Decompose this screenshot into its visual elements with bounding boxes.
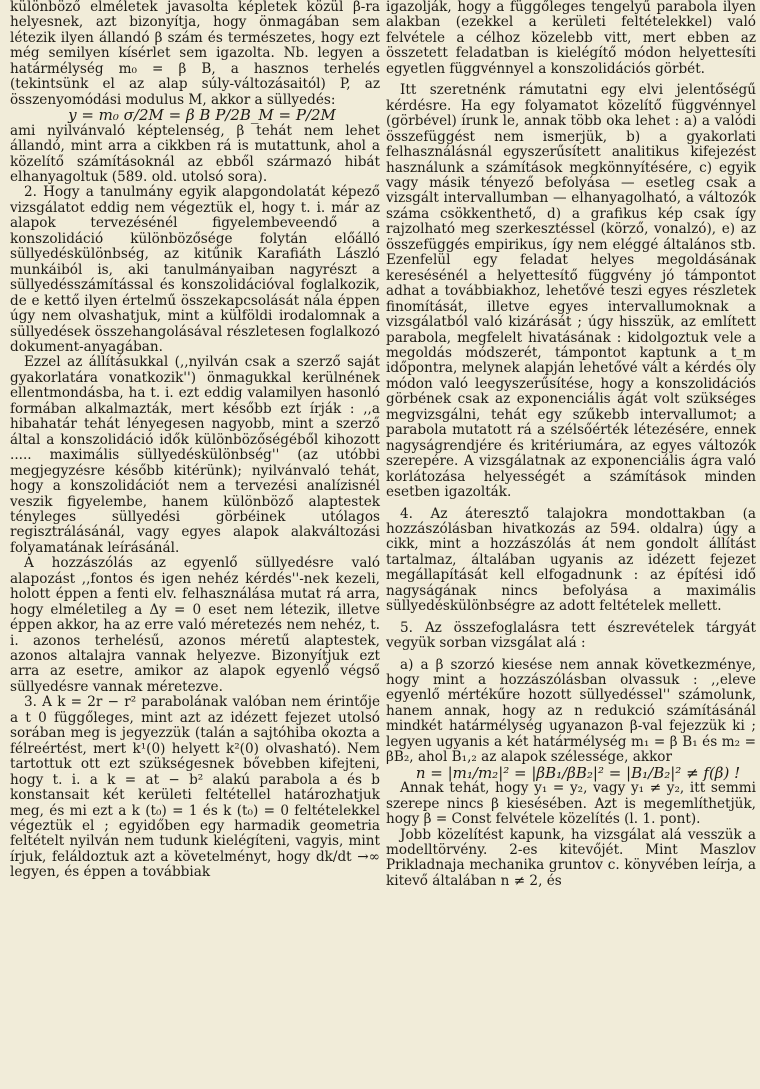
equation: n = |m₁/m₂|² = |βB₁/βB₂|² = |B₁/B₂|² ≠ f(β) ! bbox=[415, 763, 741, 782]
paragraph: ami nyilvánvaló képtelenség, β tehát nem lehet állandó, mint arra a cikkben rá is mutattunk, ahol a közelítő számításoknál az ebből származó hibát elhanyagoltuk (589. old. utolsó sora). bbox=[10, 122, 380, 185]
paragraph: 5. Az összefoglalásra tett észrevételek tárgyát vegyük sorban vizsgálat alá : bbox=[386, 619, 756, 652]
paragraph: A hozzászólás az egyenlő süllyedésre való alapozást ,,fontos és igen nehéz kérdés''-nek kezeli, holott éppen a fenti elv. felhasználása mutat rá arra, hogy elméletileg a Δy = 0 eset nem létezik, illetve éppen akkor, ha az erre való méretezés nem nehéz, t. i. azonos terhelésű, azonos méretű alaptestek, azonos altalajra vannak helyezve. Bizonyítjuk ezt arra az esetre, amikor az alapok egyenlő végső süllyedésre vannak méretezve. bbox=[10, 555, 380, 695]
paragraph: a) a β szorzó kiesése nem annak következménye, hogy mint a hozzászólásban olvassuk : ,,eleve egyenlő mértékűre hozott süllyedéssel'' számolunk, hanem annak, hogy az n redukció számításánál mindkét határmélység ugyanazon β-val fejezzük ki ; legyen ugyanis a két határmélység m₁ = β B₁ és m₂ = βB₂, ahol B₁,₂ az alapok szélessége, akkor bbox=[386, 656, 756, 766]
left-column bbox=[10, 0, 380, 881]
paragraph: Annak tehát, hogy y₁ = y₂, vagy y₁ ≠ y₂, itt semmi szerepe nincs β kiesésében. Azt is megemlíthetjük, hogy β = Const felvétele közelítés (l. 1. pont). bbox=[386, 780, 756, 828]
paragraph: igazolják, hogy a függőleges tengelyű parabola ilyen alakban (ezekkel a kerületi feltételekkel) való felvétele a célhoz közelebb vitt, mert ebben az összetett feladatban is kielégítő módon helyettesíti egyetlen függvénnyel a konszolidációs görbét. bbox=[386, 0, 756, 77]
equation: y = m₀ σ/2M = β B P/2B_M = P/2M bbox=[68, 106, 336, 125]
paragraph: 2. Hogy a tanulmány egyik alapgondolatát képező vizsgálatot eddig nem végeztük el, hogy t. i. már az alapok tervezésénél figyelembeveendő a konszolidáció különbözősége folytán előálló süllyedéskülönbség, az kitűnik Karafiáth László munkáiból is, aki tanulmányaiban nagyrészt a süllyedésszámítással és konszolidációval foglalkozik, de e kettő ilyen értelmű összekapcsolását nála éppen úgy nem olvashatjuk, mint a külföldi irodalomnak a süllyedések összehangolásával részletesen foglalkozó dokument-anyagában. bbox=[10, 184, 380, 355]
paragraph: különböző elméletek javasolta képletek közül β-ra helyesnek, azt bizonyítja, hogy önmagában sem létezik ilyen állandó β szám és természetes, hogy ezt még semilyen kísérlet sem igazolta. Nb. legyen a határmélység m₀ = β B, a hasznos terhelés (tekintsünk el az alap súly-változásaitól) P, az összenyomódási modulus M, akkor a süllyedés: bbox=[10, 0, 380, 108]
paragraph: 4. Az áteresztő talajokra mondottakban (a hozzászólásban hivatkozás az 594. oldalra) úgy a cikk, mint a hozzászólás át nem gondolt állítást tartalmaz, általában ugyanis az idézett fejezet megállapítását kell elfogadnunk : az építési idő nagyságának nincs befolyása a maximális süllyedéskülönbségre az adott feltételek mellett. bbox=[386, 505, 756, 615]
paragraph: Itt szeretnénk rámutatni egy elvi jelentőségű kérdésre. Ha egy folyamatot közelítő függvénnyel (görbével) írunk le, annak több oka lehet : a) a valódi összefüggést nem ismerjük, b) a gyakorlati felhasználásnál egyszerűsített analitikus kifejezést használunk a számítások megkönnyítésére, c) egyik vagy másik tényező befolyása — esetleg csak a vizsgált intervallumban — elhanyagolható, a változók száma csökkenthető, d) a grafikus kép csak így rajzolható meg szerkesztéssel (körző, vonalzó), e) az összefüggés empirikus, így nem eléggé általános stb. Ezenfelül egy feladat helyes megoldásának keresésénél a helyettesítő függvény jó támpontot adhat a továbbiakhoz, lehetővé teszi egyes részletek finomítását, illetve egyes intervallumoknak a vizsgálatból való kizárását ; úgy hisszük, az említett parabola, megfelelt hivatásának : kidolgoztuk vele a megoldás módszerét, támpontot kaptunk a t_m időpontra, melynek alapján lehetővé vált a kérdés oly módon való leegyszerűsítése, hogy a konszolidációs görbének csak az exponenciális ágát volt szükséges megvizsgálni, tehát egy szűkebb intervallumot; a parabola mutatott rá a szélsőérték létezésére, ennek nagyságrendjére és kritériumára, az egyes változók szerepére. A vizsgálatnak az exponenciális ágra való korlátozása helyességét a számítások minden esetben igazolták. bbox=[386, 82, 756, 501]
paragraph: Jobb közelítést kapunk, ha vizsgálat alá vesszük a modelltörvény. 2-es kitevőjét. Mint Maszlov Prikladnaja mechanika gruntov c. könyvében leírja, a kitevő általában n ≠ 2, és bbox=[386, 826, 756, 889]
paragraph: Ezzel az állításukkal (,,nyilván csak a szerző saját gyakorlatára vonatkozik'') önmagukkal kerülnének ellentmondásba, ha t. i. ezt eddig valamilyen hasonló formában alkalmazták, mert később ezt írják : ,,a hibahatár tehát lényegesen nagyobb, mint a szerző által a konszolidáció idők különbözőségéből kihozott ..... maximális süllyedéskülönbség'' (az utóbbi megjegyzésre később kitérünk); nyilvánvaló tehát, hogy a konszolidációt nem a tervezési analízisnél veszik figyelembe, hanem különböző alaptestek tényleges süllyedési görbéinek utólagos regisztrálásánál, vagy egyes alapok alakváltozási folyamatának leírásánál. bbox=[10, 354, 380, 556]
right-column bbox=[386, 0, 756, 889]
paragraph: 3. A k = 2r − r² parabolának valóban nem érintője a t 0 függőleges, mint azt az idézett fejezet utolsó sorában meg is jegyezzük (talán a sajtóhiba okozta a félreértést, mert k¹(0) helyett k²(0) olvasható). Nem tartottuk ott ezt szükségesnek bővebben kifejteni, hogy t. i. a k = at − b² alakú parabola a és b konstansait két kerületi feltétellel határozhatjuk meg, és mi ezt a k (t₀) = 1 és k (t₀) = 0 feltételekkel végeztük el ; egyidőben egy harmadik geometria feltételt nyilván nem tudunk kielégíteni, vagyis, mint írjuk, feláldoztuk azt a követelményt, hogy dk/dt →∞ legyen, és éppen a továbbiak bbox=[10, 694, 380, 881]
